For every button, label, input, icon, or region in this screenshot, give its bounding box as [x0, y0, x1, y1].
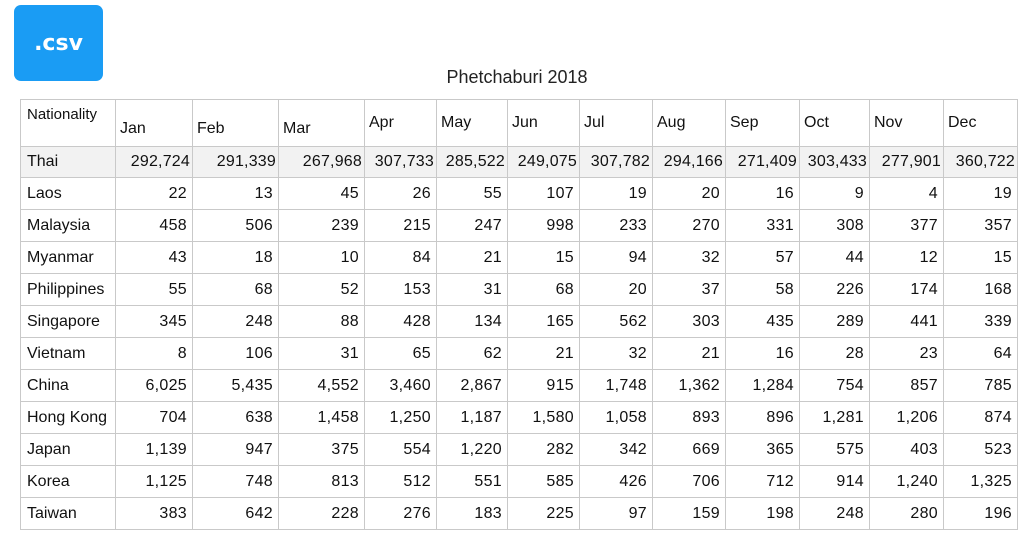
value-cell: 57	[726, 242, 800, 274]
value-cell: 31	[279, 338, 365, 370]
value-cell: 215	[365, 210, 437, 242]
value-cell: 857	[870, 370, 944, 402]
table-row	[21, 338, 1018, 370]
value-cell: 225	[508, 498, 580, 530]
value-cell: 58	[726, 274, 800, 306]
value-cell: 1,125	[116, 466, 193, 498]
value-cell: 554	[365, 434, 437, 466]
value-cell: 360,722	[944, 147, 1018, 178]
value-cell: 458	[116, 210, 193, 242]
value-cell: 292,724	[116, 147, 193, 178]
value-cell: 23	[870, 338, 944, 370]
value-cell: 249,075	[508, 147, 580, 178]
value-cell: 638	[193, 402, 279, 434]
value-cell: 307,733	[365, 147, 437, 178]
value-cell: 307,782	[580, 147, 653, 178]
header-month: Dec	[944, 100, 1018, 147]
nationality-cell: Thai	[21, 147, 116, 178]
csv-badge-label: .csv	[34, 30, 83, 56]
table-title: Phetchaburi 2018	[446, 67, 588, 87]
value-cell: 1,748	[580, 370, 653, 402]
value-cell: 375	[279, 434, 365, 466]
value-cell: 248	[800, 498, 870, 530]
value-cell: 1,187	[437, 402, 508, 434]
value-cell: 1,139	[116, 434, 193, 466]
value-cell: 247	[437, 210, 508, 242]
value-cell: 277,901	[870, 147, 944, 178]
value-cell: 642	[193, 498, 279, 530]
value-cell: 165	[508, 306, 580, 338]
nationality-cell: Japan	[21, 434, 116, 466]
value-cell: 233	[580, 210, 653, 242]
value-cell: 1,240	[870, 466, 944, 498]
nationality-cell: Laos	[21, 178, 116, 210]
value-cell: 914	[800, 466, 870, 498]
value-cell: 748	[193, 466, 279, 498]
value-cell: 15	[508, 242, 580, 274]
value-cell: 107	[508, 178, 580, 210]
header-month: Nov	[870, 100, 944, 147]
value-cell: 13	[193, 178, 279, 210]
value-cell: 5,435	[193, 370, 279, 402]
table-row	[21, 370, 1018, 402]
value-cell: 506	[193, 210, 279, 242]
value-cell: 947	[193, 434, 279, 466]
table-row	[21, 147, 1018, 178]
value-cell: 94	[580, 242, 653, 274]
value-cell: 1,281	[800, 402, 870, 434]
value-cell: 893	[653, 402, 726, 434]
value-cell: 44	[800, 242, 870, 274]
value-cell: 357	[944, 210, 1018, 242]
nationality-cell: Malaysia	[21, 210, 116, 242]
value-cell: 68	[508, 274, 580, 306]
value-cell: 294,166	[653, 147, 726, 178]
value-cell: 435	[726, 306, 800, 338]
value-cell: 896	[726, 402, 800, 434]
value-cell: 270	[653, 210, 726, 242]
nationality-cell: Singapore	[21, 306, 116, 338]
value-cell: 6,025	[116, 370, 193, 402]
nationality-cell: Philippines	[21, 274, 116, 306]
value-cell: 10	[279, 242, 365, 274]
table-row	[21, 242, 1018, 274]
value-cell: 239	[279, 210, 365, 242]
value-cell: 97	[580, 498, 653, 530]
header-month: Jul	[580, 100, 653, 147]
value-cell: 22	[116, 178, 193, 210]
value-cell: 20	[653, 178, 726, 210]
value-cell: 282	[508, 434, 580, 466]
table-row	[21, 306, 1018, 338]
value-cell: 377	[870, 210, 944, 242]
value-cell: 428	[365, 306, 437, 338]
value-cell: 16	[726, 178, 800, 210]
value-cell: 276	[365, 498, 437, 530]
header-month: Sep	[726, 100, 800, 147]
value-cell: 2,867	[437, 370, 508, 402]
value-cell: 9	[800, 178, 870, 210]
value-cell: 512	[365, 466, 437, 498]
value-cell: 1,058	[580, 402, 653, 434]
value-cell: 704	[116, 402, 193, 434]
value-cell: 55	[437, 178, 508, 210]
header-month: Apr	[365, 100, 437, 147]
value-cell: 84	[365, 242, 437, 274]
nationality-cell: Taiwan	[21, 498, 116, 530]
header-nationality: Nationality	[21, 100, 116, 147]
table-row	[21, 466, 1018, 498]
value-cell: 1,325	[944, 466, 1018, 498]
value-cell: 19	[580, 178, 653, 210]
value-cell: 21	[653, 338, 726, 370]
value-cell: 1,220	[437, 434, 508, 466]
value-cell: 562	[580, 306, 653, 338]
value-cell: 32	[653, 242, 726, 274]
nationality-cell: Vietnam	[21, 338, 116, 370]
table-row	[21, 274, 1018, 306]
table-row	[21, 178, 1018, 210]
value-cell: 754	[800, 370, 870, 402]
header-month: Oct	[800, 100, 870, 147]
value-cell: 267,968	[279, 147, 365, 178]
value-cell: 168	[944, 274, 1018, 306]
value-cell: 1,362	[653, 370, 726, 402]
nationality-cell: Myanmar	[21, 242, 116, 274]
value-cell: 68	[193, 274, 279, 306]
value-cell: 21	[437, 242, 508, 274]
value-cell: 1,250	[365, 402, 437, 434]
value-cell: 523	[944, 434, 1018, 466]
header-month: May	[437, 100, 508, 147]
value-cell: 331	[726, 210, 800, 242]
value-cell: 303	[653, 306, 726, 338]
value-cell: 339	[944, 306, 1018, 338]
value-cell: 3,460	[365, 370, 437, 402]
value-cell: 134	[437, 306, 508, 338]
value-cell: 585	[508, 466, 580, 498]
value-cell: 55	[116, 274, 193, 306]
value-cell: 226	[800, 274, 870, 306]
value-cell: 28	[800, 338, 870, 370]
table-row	[21, 498, 1018, 530]
nationality-cell: Hong Kong	[21, 402, 116, 434]
header-month: Feb	[193, 100, 279, 147]
value-cell: 706	[653, 466, 726, 498]
value-cell: 874	[944, 402, 1018, 434]
value-cell: 915	[508, 370, 580, 402]
value-cell: 289	[800, 306, 870, 338]
table-row	[21, 210, 1018, 242]
value-cell: 1,206	[870, 402, 944, 434]
value-cell: 31	[437, 274, 508, 306]
value-cell: 64	[944, 338, 1018, 370]
value-cell: 308	[800, 210, 870, 242]
value-cell: 20	[580, 274, 653, 306]
value-cell: 365	[726, 434, 800, 466]
value-cell: 280	[870, 498, 944, 530]
value-cell: 285,522	[437, 147, 508, 178]
value-cell: 183	[437, 498, 508, 530]
value-cell: 342	[580, 434, 653, 466]
value-cell: 174	[870, 274, 944, 306]
value-cell: 1,284	[726, 370, 800, 402]
value-cell: 441	[870, 306, 944, 338]
value-cell: 153	[365, 274, 437, 306]
value-cell: 4	[870, 178, 944, 210]
value-cell: 198	[726, 498, 800, 530]
value-cell: 383	[116, 498, 193, 530]
value-cell: 88	[279, 306, 365, 338]
value-cell: 1,458	[279, 402, 365, 434]
value-cell: 813	[279, 466, 365, 498]
value-cell: 669	[653, 434, 726, 466]
value-cell: 19	[944, 178, 1018, 210]
value-cell: 998	[508, 210, 580, 242]
value-cell: 345	[116, 306, 193, 338]
table-row	[21, 434, 1018, 466]
value-cell: 45	[279, 178, 365, 210]
value-cell: 26	[365, 178, 437, 210]
header-month: Aug	[653, 100, 726, 147]
nationality-cell: China	[21, 370, 116, 402]
value-cell: 785	[944, 370, 1018, 402]
header-month: Jun	[508, 100, 580, 147]
value-cell: 12	[870, 242, 944, 274]
value-cell: 15	[944, 242, 1018, 274]
value-cell: 403	[870, 434, 944, 466]
value-cell: 248	[193, 306, 279, 338]
value-cell: 21	[508, 338, 580, 370]
value-cell: 271,409	[726, 147, 800, 178]
value-cell: 106	[193, 338, 279, 370]
header-month: Jan	[116, 100, 193, 147]
value-cell: 159	[653, 498, 726, 530]
value-cell: 37	[653, 274, 726, 306]
value-cell: 196	[944, 498, 1018, 530]
value-cell: 65	[365, 338, 437, 370]
value-cell: 426	[580, 466, 653, 498]
value-cell: 575	[800, 434, 870, 466]
value-cell: 18	[193, 242, 279, 274]
value-cell: 291,339	[193, 147, 279, 178]
value-cell: 62	[437, 338, 508, 370]
value-cell: 43	[116, 242, 193, 274]
data-table	[20, 99, 1018, 530]
value-cell: 16	[726, 338, 800, 370]
table-row	[21, 402, 1018, 434]
value-cell: 303,433	[800, 147, 870, 178]
header-row	[21, 100, 1018, 147]
value-cell: 52	[279, 274, 365, 306]
value-cell: 1,580	[508, 402, 580, 434]
value-cell: 8	[116, 338, 193, 370]
value-cell: 32	[580, 338, 653, 370]
value-cell: 712	[726, 466, 800, 498]
nationality-cell: Korea	[21, 466, 116, 498]
value-cell: 228	[279, 498, 365, 530]
value-cell: 551	[437, 466, 508, 498]
value-cell: 4,552	[279, 370, 365, 402]
header-month: Mar	[279, 100, 365, 147]
